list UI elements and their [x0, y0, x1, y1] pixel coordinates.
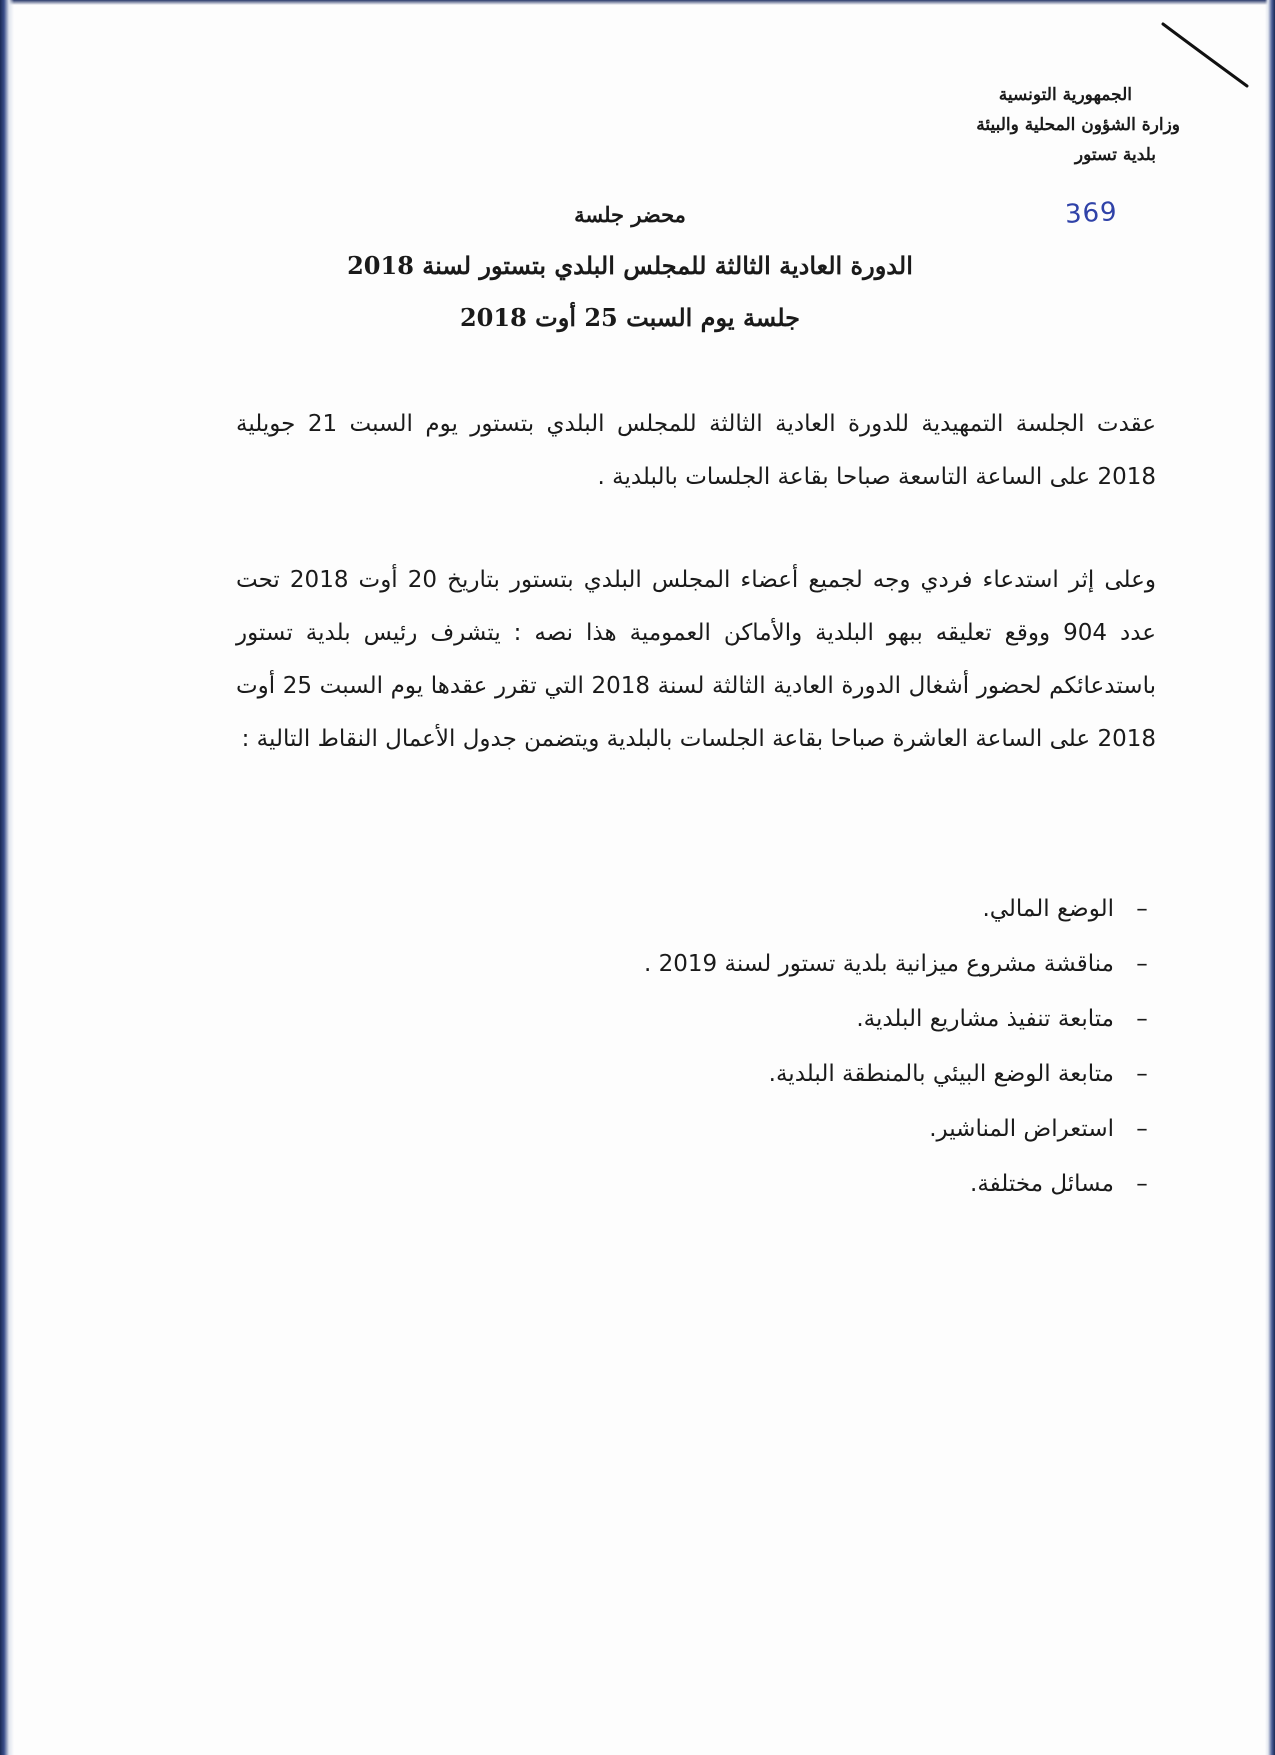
header-republic: الجمهورية التونسية [998, 85, 1132, 105]
agenda-item [236, 1047, 1156, 1102]
paragraph-convocation: وعلى إثر استدعاء فردي وجه لجميع أعضاء المجلس البلدي بتستور بتاريخ 20 أوت 2018 تحت عدد 904 ووقع تعليقه ببهو البلدية والأماكن العمومية هذا نصه : يتشرف رئيس بلدية تستور باستدعائكم لحضور أشغال الدورة العادية الثالثة لسنة 2018 التي تقرر عقدها يوم السبت 25 أوت 2018 على الساعة العاشرة صباحا بقاعة الجلسات بالبلدية ويتضمن جدول الأعمال النقاط التالية : [236, 567, 1157, 752]
header-ministry: وزارة الشؤون المحلية والبيئة [976, 115, 1180, 135]
title-session: الدورة العادية الثالثة للمجلس البلدي بتستور لسنة 2018 [347, 251, 913, 280]
header-municipality: بلدية تستور [1074, 145, 1156, 165]
agenda-item-text: متابعة تنفيذ مشاريع البلدية. [856, 1006, 1114, 1032]
agenda-list [236, 882, 1156, 1212]
agenda-item-text: مسائل مختلفة. [970, 1171, 1114, 1197]
letterhead [880, 80, 1180, 170]
agenda-item [236, 1102, 1156, 1157]
dash-bullet: – [1136, 1006, 1148, 1032]
document-titles [300, 200, 960, 340]
scan-edge-top [0, 0, 1275, 5]
title-date: جلسة يوم السبت 25 أوت 2018 [459, 303, 801, 332]
dash-bullet: – [1136, 896, 1148, 922]
paragraph-preliminary-session: عقدت الجلسة التمهيدية للدورة العادية الثالثة للمجلس البلدي بتستور يوم السبت 21 جويلية 2018 على الساعة التاسعة صباحا بقاعة الجلسات بالبلدية . [236, 411, 1156, 490]
agenda-item-text: متابعة الوضع البيئي بالمنطقة البلدية. [768, 1061, 1114, 1087]
handwritten-reference-number: 369 [1064, 197, 1119, 230]
dash-bullet: – [1136, 1171, 1148, 1197]
agenda-item [236, 992, 1156, 1047]
title-minutes: محضر جلسة [574, 202, 686, 227]
scan-edge-right [1265, 0, 1275, 1755]
agenda-item [236, 1157, 1156, 1212]
agenda-item-text: استعراض المناشير. [929, 1116, 1114, 1142]
scan-edge-left [0, 0, 14, 1755]
agenda-item-text: مناقشة مشروع ميزانية بلدية تستور لسنة 2019 . [644, 951, 1114, 977]
agenda-item-text: الوضع المالي. [982, 896, 1114, 922]
dash-bullet: – [1136, 1116, 1148, 1142]
dash-bullet: – [1136, 1061, 1148, 1087]
dash-bullet: – [1136, 951, 1148, 977]
agenda-item [236, 937, 1156, 992]
agenda-item [236, 882, 1156, 937]
